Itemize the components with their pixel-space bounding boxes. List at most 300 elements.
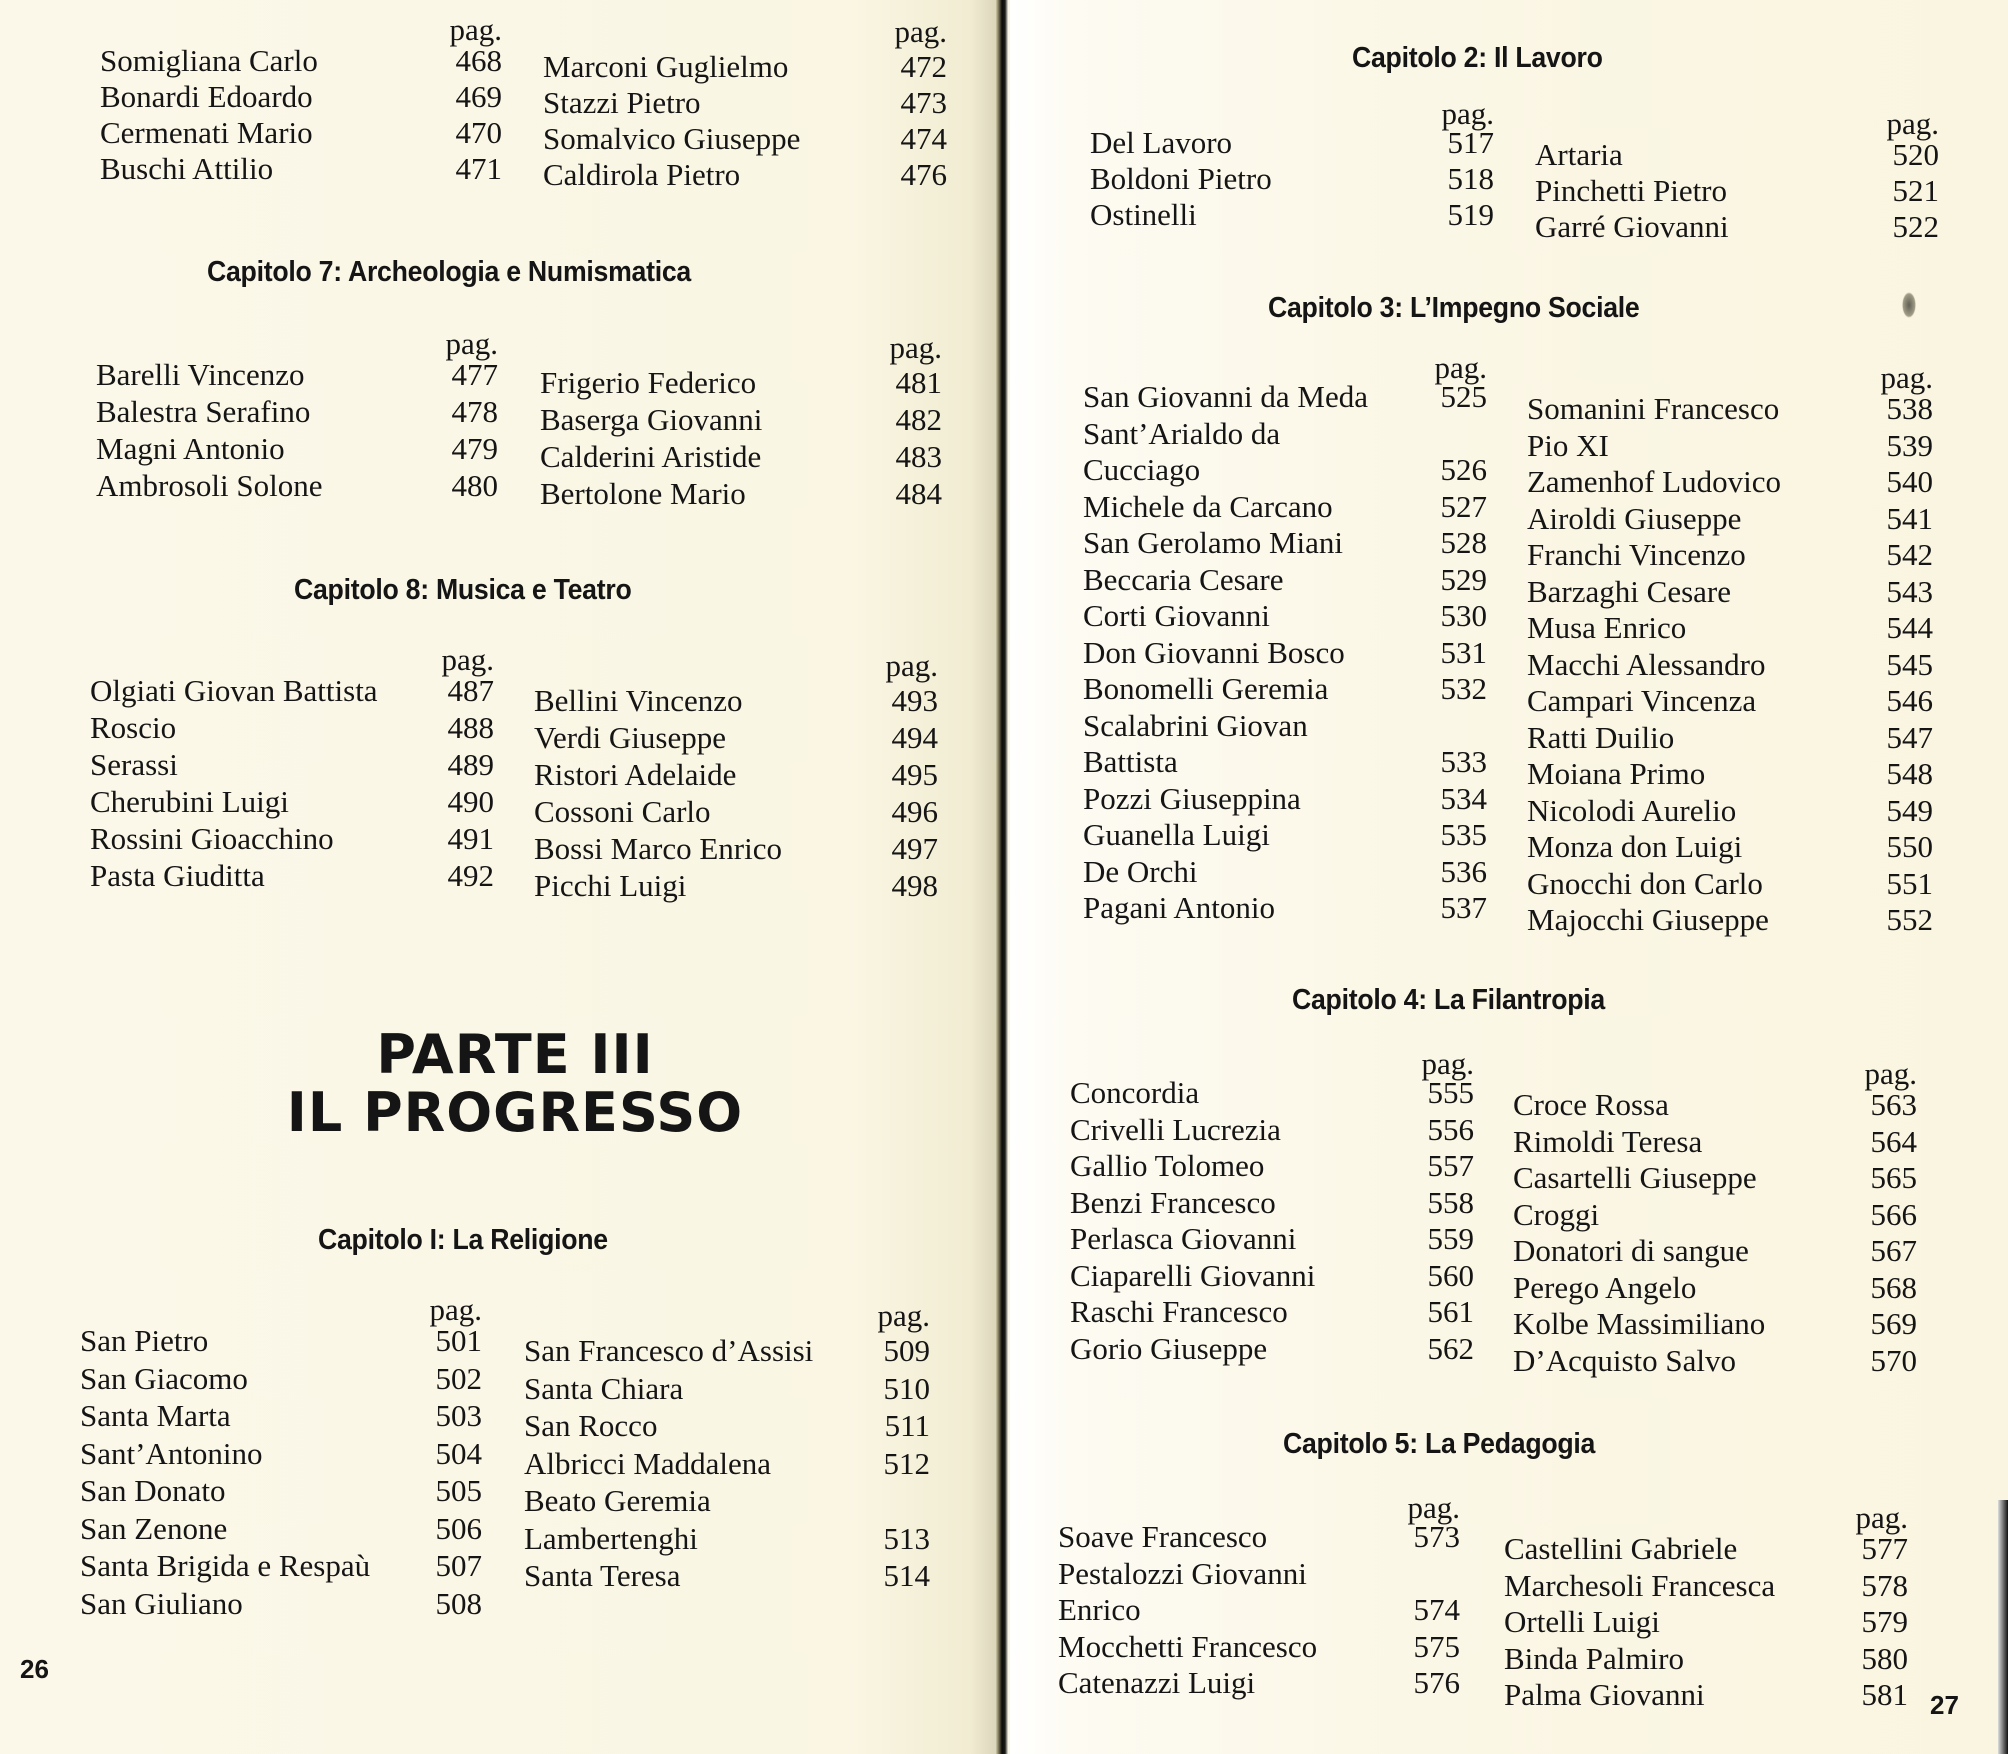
index-entry — [1090, 160, 1494, 197]
entry-name: Cherubini Luigi — [90, 784, 289, 819]
entry-page: 558 — [1427, 1184, 1474, 1220]
entry-page: 512 — [883, 1445, 930, 1481]
index-entry — [1058, 1628, 1460, 1665]
entry-name: Picchi Luigi — [534, 868, 687, 903]
chapter-title: Capitolo 7: Archeologia e Numismatica — [207, 256, 691, 288]
entry-page: 569 — [1870, 1306, 1917, 1341]
pag-header: pag. — [445, 326, 498, 361]
entry-page: 549 — [1886, 792, 1933, 828]
entry-name: Baserga Giovanni — [540, 402, 763, 437]
entry-name: Scalabrini Giovan — [1083, 707, 1308, 743]
index-entry — [100, 78, 502, 115]
entry-name: Boldoni Pietro — [1090, 161, 1272, 196]
index-entry — [1058, 1664, 1460, 1701]
entry-name: Concordia — [1070, 1075, 1200, 1110]
entry-page: 507 — [435, 1548, 482, 1583]
entry-name: Buschi Attilio — [100, 151, 274, 186]
index-entry — [1083, 889, 1487, 926]
entry-name: Santa Teresa — [524, 1558, 681, 1593]
index-entry — [1083, 378, 1487, 415]
index-entry — [90, 746, 494, 783]
entry-name: Monza don Luigi — [1527, 829, 1743, 864]
entry-name: San Gerolamo Miani — [1083, 525, 1344, 560]
entry-page: 503 — [435, 1398, 482, 1433]
entry-name: D’Acquisto Salvo — [1513, 1342, 1737, 1378]
pag-header: pag. — [449, 12, 502, 47]
entry-name: Croce Rossa — [1513, 1087, 1669, 1122]
entry-page: 539 — [1886, 427, 1933, 463]
entry-name: Macchi Alessandro — [1527, 646, 1766, 682]
index-entry — [80, 1360, 482, 1397]
pag-header: pag. — [1421, 1046, 1474, 1081]
entry-page: 498 — [891, 868, 938, 903]
index-entry — [1513, 1232, 1917, 1269]
index-entry — [80, 1472, 482, 1509]
entry-name: Campari Vincenza — [1527, 683, 1757, 718]
entry-page: 568 — [1870, 1269, 1917, 1305]
entry-name: Castellini Gabriele — [1504, 1531, 1738, 1566]
index-entry — [1083, 816, 1487, 853]
entry-page: 529 — [1440, 561, 1487, 597]
entry-page: 548 — [1886, 756, 1933, 791]
entry-name: Bonardi Edoardo — [100, 79, 313, 114]
entry-page: 482 — [895, 402, 942, 437]
index-entry — [1527, 828, 1933, 865]
entry-page: 471 — [455, 151, 502, 186]
entry-name: Catenazzi Luigi — [1058, 1665, 1256, 1700]
entry-name: Ratti Duilio — [1527, 719, 1675, 755]
entry-name: Zamenhof Ludovico — [1527, 464, 1781, 499]
entry-page: 537 — [1440, 890, 1487, 925]
index-entry — [80, 1435, 482, 1472]
entry-name: Pio XI — [1527, 427, 1609, 463]
entry-name: Donatori di sangue — [1513, 1233, 1749, 1268]
index-entry — [1083, 853, 1487, 890]
index-entry — [1070, 1184, 1474, 1221]
entry-name: Raschi Francesco — [1070, 1294, 1288, 1329]
entry-page: 528 — [1440, 525, 1487, 560]
chapter-title: Capitolo 3: L’Impegno Sociale — [1268, 292, 1640, 324]
page-number: 27 — [1930, 1690, 1959, 1720]
entry-page: 545 — [1886, 646, 1933, 682]
index-entry — [1513, 1342, 1917, 1379]
entry-page: 496 — [891, 794, 938, 829]
entry-page: 505 — [435, 1473, 482, 1508]
page-edge-shadow — [1998, 1500, 2008, 1754]
entry-name: San Giuliano — [80, 1585, 243, 1621]
index-entry — [1527, 609, 1933, 646]
entry-page: 546 — [1886, 683, 1933, 718]
index-entry — [90, 783, 494, 820]
entry-page: 531 — [1440, 634, 1487, 670]
paper-stain — [1902, 292, 1916, 318]
index-entry — [1535, 208, 1939, 245]
entry-page: 527 — [1440, 488, 1487, 524]
entry-name: Somanini Francesco — [1527, 391, 1780, 426]
entry-name: Pagani Antonio — [1083, 890, 1276, 925]
entry-name: Beato Geremia — [524, 1483, 711, 1518]
index-entry — [1535, 172, 1939, 209]
pag-header: pag. — [1880, 360, 1933, 395]
entry-name: Bossi Marco Enrico — [534, 831, 782, 866]
entry-name: Magni Antonio — [96, 431, 285, 466]
index-entry — [1513, 1269, 1917, 1306]
part-title: IL PROGRESSO — [286, 1081, 744, 1144]
pag-header: pag. — [1886, 106, 1939, 141]
entry-page: 490 — [447, 784, 494, 819]
entry-name: Ortelli Luigi — [1504, 1604, 1660, 1639]
entry-name: Marchesoli Francesca — [1504, 1567, 1776, 1603]
index-entry — [1527, 865, 1933, 902]
book-gutter — [996, 0, 1008, 1754]
entry-name: De Orchi — [1083, 853, 1198, 889]
entry-page: 563 — [1870, 1087, 1917, 1122]
index-entry — [1083, 524, 1487, 561]
entry-name: Gallio Tolomeo — [1070, 1148, 1265, 1183]
index-entry — [1513, 1123, 1917, 1160]
index-entry — [80, 1397, 482, 1434]
entry-name: Artaria — [1535, 137, 1623, 172]
index-entry — [96, 467, 498, 504]
entry-page: 536 — [1440, 853, 1487, 889]
entry-name: Calderini Aristide — [540, 439, 762, 474]
index-entry — [1527, 463, 1933, 500]
entry-page: 514 — [883, 1558, 930, 1593]
entry-name: Barelli Vincenzo — [96, 357, 305, 392]
index-entry — [100, 114, 502, 151]
index-entry — [1504, 1567, 1908, 1604]
entry-page: 468 — [455, 43, 502, 78]
entry-name: Albricci Maddalena — [524, 1445, 772, 1481]
entry-page: 557 — [1427, 1148, 1474, 1183]
entry-page: 543 — [1886, 573, 1933, 609]
index-entry — [1083, 634, 1487, 671]
index-entry — [540, 438, 942, 475]
entry-name: Gnocchi don Carlo — [1527, 865, 1763, 901]
entry-name: Perlasca Giovanni — [1070, 1221, 1297, 1256]
index-entry — [524, 1482, 930, 1519]
index-entry — [90, 672, 494, 709]
entry-name: Benzi Francesco — [1070, 1184, 1276, 1220]
pag-header: pag. — [1441, 96, 1494, 131]
index-entry — [1090, 124, 1494, 161]
index-entry — [524, 1407, 930, 1444]
index-entry — [1070, 1330, 1474, 1367]
index-entry — [543, 84, 947, 121]
entry-name: Kolbe Massimiliano — [1513, 1306, 1766, 1341]
entry-page: 513 — [883, 1520, 930, 1556]
index-entry — [100, 42, 502, 79]
entry-page: 506 — [435, 1510, 482, 1546]
entry-page: 542 — [1886, 537, 1933, 572]
entry-name: Verdi Giuseppe — [534, 720, 726, 755]
entry-page: 579 — [1861, 1604, 1908, 1639]
entry-page: 559 — [1427, 1221, 1474, 1256]
entry-page: 552 — [1886, 902, 1933, 937]
entry-name: Binda Palmiro — [1504, 1640, 1684, 1676]
entry-name: Pinchetti Pietro — [1535, 173, 1728, 208]
index-entry — [1090, 196, 1494, 233]
entry-page: 510 — [883, 1370, 930, 1406]
entry-page: 477 — [451, 357, 498, 392]
entry-page: 472 — [900, 49, 947, 84]
index-entry — [1504, 1530, 1908, 1567]
entry-page: 511 — [884, 1408, 930, 1443]
entry-name: Ciaparelli Giovanni — [1070, 1257, 1316, 1293]
chapter-title: Capitolo 2: Il Lavoro — [1352, 42, 1603, 74]
entry-name: Olgiati Giovan Battista — [90, 673, 378, 708]
entry-name: Franchi Vincenzo — [1527, 537, 1746, 572]
entry-name: Soave Francesco — [1058, 1519, 1268, 1554]
entry-name: Beccaria Cesare — [1083, 561, 1284, 597]
entry-name: Roscio — [90, 710, 177, 745]
pag-header: pag. — [877, 1298, 930, 1333]
entry-name: Caldirola Pietro — [543, 157, 741, 192]
entry-page: 561 — [1427, 1294, 1474, 1329]
entry-page: 550 — [1886, 829, 1933, 864]
index-entry — [534, 830, 938, 867]
entry-page: 532 — [1440, 671, 1487, 706]
entry-name: Don Giovanni Bosco — [1083, 634, 1345, 670]
pag-header: pag. — [894, 14, 947, 49]
entry-name: San Giovanni da Meda — [1083, 379, 1368, 414]
index-entry — [1513, 1196, 1917, 1233]
entry-name: Del Lavoro — [1090, 125, 1233, 160]
index-entry — [1083, 670, 1487, 707]
entry-page: 530 — [1440, 598, 1487, 633]
index-entry — [524, 1370, 930, 1407]
index-entry — [80, 1510, 482, 1547]
chapter-title: Capitolo 5: La Pedagogia — [1283, 1428, 1596, 1460]
entry-name: Majocchi Giuseppe — [1527, 902, 1769, 937]
entry-page: 526 — [1440, 452, 1487, 487]
index-entry — [1058, 1591, 1460, 1628]
entry-page: 538 — [1886, 391, 1933, 426]
entry-page: 488 — [447, 710, 494, 745]
index-entry — [1083, 561, 1487, 598]
entry-name: Stazzi Pietro — [543, 85, 701, 120]
entry-name: Nicolodi Aurelio — [1527, 792, 1737, 828]
index-entry — [1070, 1074, 1474, 1111]
entry-page: 509 — [883, 1333, 930, 1368]
entry-page: 540 — [1886, 464, 1933, 499]
entry-name: Ristori Adelaide — [534, 757, 737, 792]
index-entry — [534, 867, 938, 904]
entry-page: 479 — [451, 431, 498, 466]
index-entry — [524, 1557, 930, 1594]
entry-page: 573 — [1413, 1519, 1460, 1554]
index-entry — [534, 682, 938, 719]
entry-page: 519 — [1447, 197, 1494, 232]
index-entry — [1504, 1640, 1908, 1677]
index-entry — [1527, 390, 1933, 427]
entry-name: Rossini Gioacchino — [90, 821, 334, 856]
entry-name: Marconi Guglielmo — [543, 49, 789, 84]
index-entry — [96, 393, 498, 430]
entry-name: Frigerio Federico — [540, 365, 757, 400]
index-entry — [1527, 682, 1933, 719]
entry-name: Garré Giovanni — [1535, 209, 1729, 244]
index-entry — [1058, 1555, 1460, 1592]
entry-page: 483 — [895, 439, 942, 474]
index-entry — [543, 156, 947, 193]
entry-page: 521 — [1892, 173, 1939, 208]
entry-page: 541 — [1886, 500, 1933, 536]
entry-name: Musa Enrico — [1527, 610, 1687, 645]
entry-page: 565 — [1870, 1160, 1917, 1195]
entry-page: 577 — [1861, 1531, 1908, 1566]
entry-page: 570 — [1870, 1342, 1917, 1378]
entry-name: Casartelli Giuseppe — [1513, 1160, 1757, 1195]
entry-name: San Francesco d’Assisi — [524, 1333, 814, 1368]
entry-name: San Rocco — [524, 1408, 658, 1443]
index-entry — [1070, 1111, 1474, 1148]
entry-name: Enrico — [1058, 1592, 1141, 1627]
index-entry — [1083, 597, 1487, 634]
part-number: PARTE III — [376, 1023, 654, 1086]
entry-page: 520 — [1892, 137, 1939, 172]
index-entry — [80, 1585, 482, 1622]
index-entry — [1504, 1676, 1908, 1713]
index-entry — [1083, 415, 1487, 452]
index-entry — [1527, 755, 1933, 792]
index-entry — [1527, 719, 1933, 756]
entry-name: Croggi — [1513, 1196, 1600, 1232]
entry-page: 522 — [1892, 209, 1939, 244]
chapter-title: Capitolo I: La Religione — [318, 1224, 608, 1256]
entry-page: 489 — [447, 747, 494, 782]
entry-name: Santa Chiara — [524, 1370, 684, 1406]
entry-name: Palma Giovanni — [1504, 1677, 1705, 1712]
index-entry — [524, 1445, 930, 1482]
index-entry — [1527, 536, 1933, 573]
entry-page: 508 — [435, 1585, 482, 1621]
index-entry — [1070, 1293, 1474, 1330]
index-entry — [1513, 1305, 1917, 1342]
chapter-title: Capitolo 8: Musica e Teatro — [294, 574, 632, 606]
entry-name: Santa Marta — [80, 1398, 231, 1433]
entry-page: 476 — [900, 157, 947, 192]
entry-page: 578 — [1861, 1567, 1908, 1603]
entry-page: 551 — [1886, 865, 1933, 901]
index-entry — [1070, 1220, 1474, 1257]
entry-name: Ambrosoli Solone — [96, 468, 323, 503]
chapter-title: Capitolo 4: La Filantropia — [1292, 984, 1606, 1016]
entry-page: 497 — [891, 831, 938, 866]
entry-page: 484 — [895, 476, 942, 511]
index-entry — [1083, 780, 1487, 817]
entry-page: 566 — [1870, 1196, 1917, 1232]
entry-page: 469 — [455, 79, 502, 114]
index-entry — [1527, 646, 1933, 683]
index-entry — [540, 475, 942, 512]
entry-page: 567 — [1870, 1233, 1917, 1268]
index-entry — [524, 1332, 930, 1369]
entry-page: 487 — [447, 673, 494, 708]
index-entry — [1513, 1086, 1917, 1123]
pag-header: pag. — [1434, 350, 1487, 385]
index-entry — [1527, 573, 1933, 610]
entry-page: 575 — [1413, 1628, 1460, 1664]
entry-name: Rimoldi Teresa — [1513, 1123, 1703, 1159]
index-entry — [96, 430, 498, 467]
index-entry — [1083, 451, 1487, 488]
pag-header: pag. — [1407, 1490, 1460, 1525]
entry-page: 478 — [451, 394, 498, 429]
index-entry — [1527, 427, 1933, 464]
entry-name: Mocchetti Francesco — [1058, 1628, 1318, 1664]
pag-header: pag. — [889, 330, 942, 365]
entry-page: 574 — [1413, 1592, 1460, 1627]
index-entry — [540, 364, 942, 401]
entry-page: 555 — [1427, 1075, 1474, 1110]
entry-page: 502 — [435, 1360, 482, 1396]
index-entry — [543, 48, 947, 85]
entry-page: 525 — [1440, 379, 1487, 414]
entry-name: Battista — [1083, 744, 1178, 779]
entry-page: 517 — [1447, 125, 1494, 160]
index-entry — [1083, 707, 1487, 744]
entry-name: Santa Brigida e Respaù — [80, 1548, 371, 1583]
entry-page: 494 — [891, 720, 938, 755]
index-entry — [1083, 743, 1487, 780]
entry-name: Ostinelli — [1090, 197, 1197, 232]
entry-name: Bonomelli Geremia — [1083, 671, 1329, 706]
entry-name: Gorio Giuseppe — [1070, 1330, 1268, 1366]
entry-page: 533 — [1440, 744, 1487, 779]
entry-name: Airoldi Giuseppe — [1527, 500, 1742, 536]
entry-name: Perego Angelo — [1513, 1269, 1697, 1305]
index-entry — [543, 120, 947, 157]
pag-header: pag. — [441, 642, 494, 677]
entry-page: 547 — [1886, 719, 1933, 755]
entry-name: Bellini Vincenzo — [534, 683, 743, 718]
pag-header: pag. — [429, 1292, 482, 1327]
entry-name: Pozzi Giuseppina — [1083, 780, 1301, 816]
entry-page: 544 — [1886, 610, 1933, 645]
entry-name: Pestalozzi Giovanni — [1058, 1555, 1307, 1591]
entry-page: 580 — [1861, 1640, 1908, 1676]
index-entry — [90, 820, 494, 857]
entry-page: 576 — [1413, 1665, 1460, 1700]
index-entry — [524, 1520, 930, 1557]
entry-name: Sant’Arialdo da — [1083, 415, 1281, 451]
entry-page: 581 — [1861, 1677, 1908, 1712]
index-entry — [80, 1322, 482, 1359]
index-entry — [1527, 901, 1933, 938]
entry-page: 501 — [435, 1323, 482, 1358]
index-entry — [534, 756, 938, 793]
entry-name: Barzaghi Cesare — [1527, 573, 1731, 609]
index-entry — [540, 401, 942, 438]
index-entry — [1513, 1159, 1917, 1196]
index-entry — [1070, 1257, 1474, 1294]
index-entry — [1058, 1518, 1460, 1555]
entry-name: Somalvico Giuseppe — [543, 121, 801, 156]
entry-page: 470 — [455, 115, 502, 150]
entry-page: 474 — [900, 121, 947, 156]
entry-page: 481 — [895, 365, 942, 400]
entry-page: 491 — [447, 821, 494, 856]
index-entry — [534, 793, 938, 830]
entry-page: 480 — [451, 468, 498, 503]
entry-name: Crivelli Lucrezia — [1070, 1111, 1281, 1147]
index-entry — [534, 719, 938, 756]
entry-name: Sant’Antonino — [80, 1435, 263, 1471]
index-entry — [96, 356, 498, 393]
entry-name: Michele da Carcano — [1083, 488, 1333, 524]
entry-name: San Zenone — [80, 1510, 228, 1546]
